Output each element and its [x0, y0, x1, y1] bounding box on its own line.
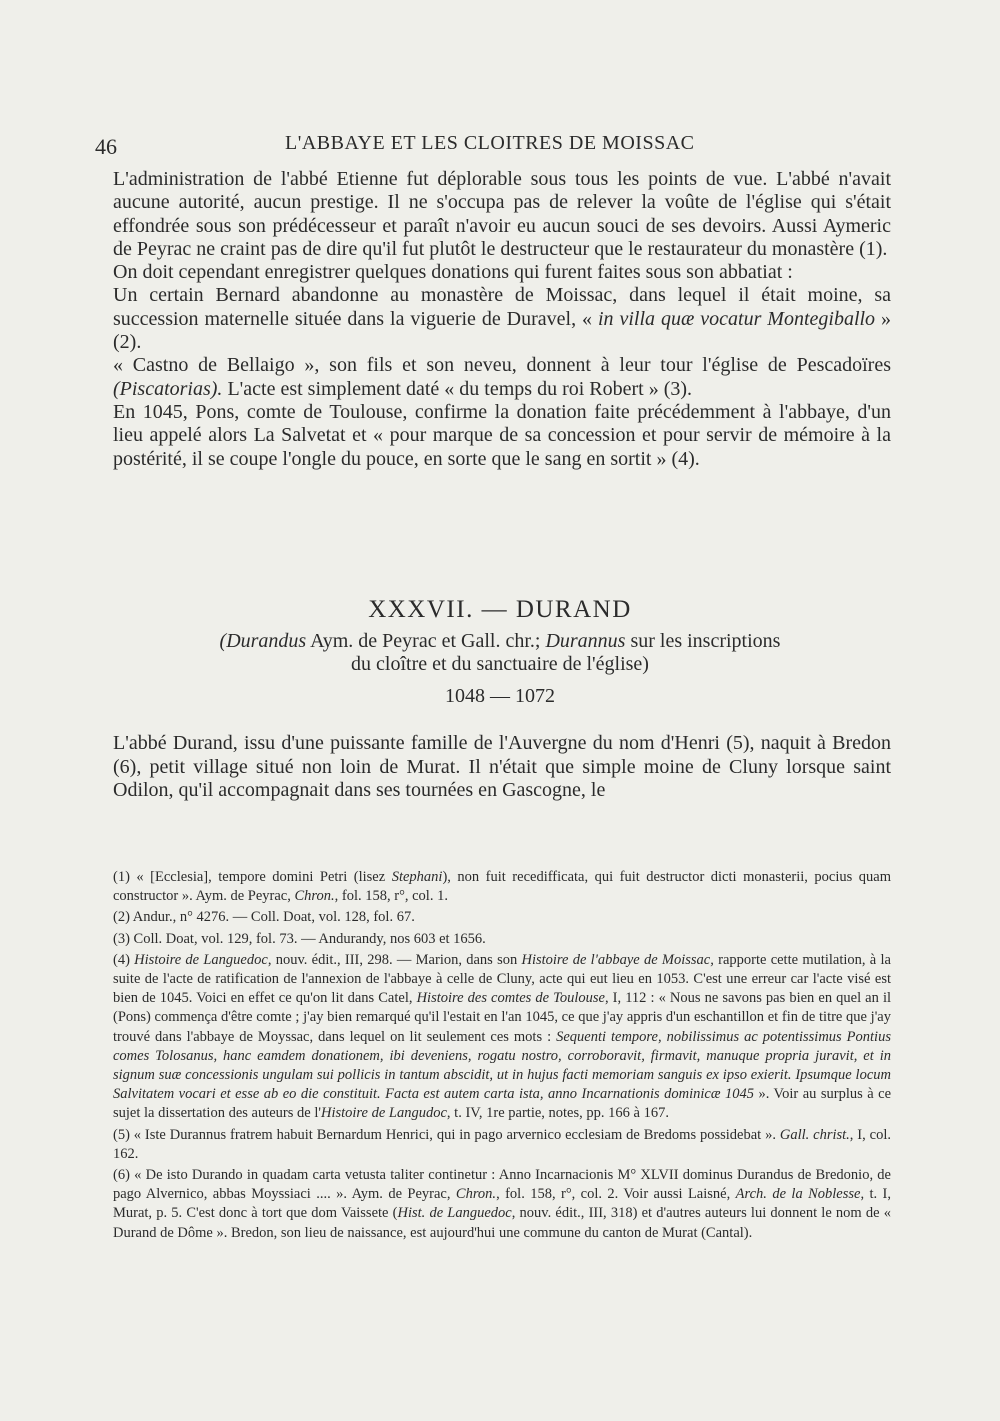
italic-text: Histoire des comtes de Toulouse — [416, 990, 605, 1007]
paragraph: On doit cependant enregistrer quelques donations qui furent faites sous son abbatiat : — [113, 261, 793, 284]
paragraph: En 1045, Pons, comte de Toulouse, confirme la donation faite précédemment à l'abbaye, d'un lieu appelé alors La Salvetat et « pour marque de sa concession et pour servir de mémoire à la postérité, il se coupe l'ongle du pouce, en sorte que le sang en sortit » (4). — [113, 400, 891, 470]
text-run: rapporte cette mutilation, à la suite de l'acte de ratification de l'annexion de l'abbaye à celle de Cluny, acte qui eut lieu en 1053. C'est une erreur car l'acte visé est bien de 1045. Voici en effet ce qu'on lit dans Catel, — [113, 951, 891, 1007]
text-run: ), non fuit recedifficata, qui fuit destructor dicti monasterii, pocius quam constructor ». Aym. de Peyrac, — [113, 869, 891, 905]
text-run: Un certain Bernard abandonne au monastère de Moissac, dans lequel il était moine, sa succession maternelle située dans la viguerie de Duravel, « — [113, 284, 891, 330]
text-run: sur les inscriptions — [625, 630, 781, 652]
italic-text: Durannus — [545, 630, 626, 652]
text-run: , t. IV, 1re partie, notes, pp. 166 à 167. — [446, 1105, 669, 1122]
text-run: , nouv. édit., III, 318) et d'autres auteurs lui donnent le nom de « Durand de Dôme ». Bredon, son lieu de naissance, est aujourd'hui une commune du canton de Murat (Cantal). — [113, 1205, 891, 1241]
text-run: , fol. 158, r°, col. 1. — [334, 888, 448, 905]
footnote-3: (3) Coll. Doat, vol. 129, fol. 73. — Andurandy, nos 603 et 1656. — [113, 930, 486, 947]
italic-text: in villa quæ vocatur Montegiballo — [597, 307, 876, 330]
text-run: « Castno de Bellaigo », son fils et son neveu, donnent à leur tour l'église de Pescadoïres — [113, 354, 891, 377]
footnote-6 — [113, 1166, 891, 1243]
footnote-5 — [113, 1126, 891, 1164]
chapter-subtitle — [150, 630, 850, 676]
italic-text: Stephani — [391, 869, 443, 885]
italic-text: Histoire de Langudoc — [320, 1105, 447, 1122]
text-run: Aym. de Peyrac et Gall. chr.; — [306, 630, 546, 652]
italic-text: Chron. — [294, 888, 335, 905]
body-text-section-1 — [113, 168, 891, 471]
footnote-2: (2) Andur., n° 4276. — Coll. Doat, vol. 128, fol. 67. — [113, 909, 415, 926]
text-run: ». Voir au surplus à ce sujet la dissertation des auteurs de l' — [113, 1086, 891, 1122]
text-run: » (2). — [113, 307, 892, 354]
italic-text: Gall. christ. — [779, 1126, 850, 1143]
chapter-dates: 1048 — 1072 — [445, 685, 555, 707]
text-run: (4) — [113, 951, 135, 968]
text-run: L'acte est simplement daté « du temps du roi Robert » (3). — [222, 377, 693, 400]
paragraph — [113, 284, 891, 354]
text-run: du cloître et du sanctuaire de l'église) — [351, 653, 649, 675]
italic-text: Hist. de Languedoc — [397, 1205, 512, 1222]
italic-text: Histoire de l'abbaye de Moissac, — [521, 951, 714, 968]
text-run: (5) « Iste Durannus fratrem habuit Bernardum Henrici, qui in pago arvernico ecclesiam de Bredoms possidebat ». — [113, 1126, 780, 1143]
italic-text: (Piscatorias). — [113, 377, 223, 400]
footnote-1 — [113, 868, 891, 906]
italic-text: Histoire de Languedoc — [134, 951, 268, 968]
italic-text: (Durandus — [219, 630, 307, 652]
text-run: , t. I, Murat, p. 5. C'est donc à tort que dom Vaissete ( — [113, 1186, 891, 1222]
text-run: , nouv. édit., III, 298. — Marion, dans son — [267, 951, 522, 968]
footnote-4 — [113, 951, 891, 1124]
page-number: 46 — [95, 134, 117, 159]
text-run: (1) « [Ecclesia], tempore domini Petri (lisez — [113, 869, 392, 885]
italic-text: Arch. de la Noblesse — [735, 1186, 861, 1203]
paragraph: L'abbé Durand, issu d'une puissante famille de l'Auvergne du nom d'Henri (5), naquit à Bredon (6), petit village situé non loin de Murat. Il n'était que simple moine de Cluny lorsque saint Odilon, qu'il accompagnait dans ses tournées en Gascogne, le — [113, 732, 891, 801]
chapter-title: XXXVII. — DURAND — [368, 596, 632, 623]
text-run: (6) « De isto Durando in quadam carta vetusta taliter continetur : Anno Incarnacionis M° XLVII dominus Durandus de Bredonio, de pago Alvernico, abbas Moyssiaci .... ». Aym. de Peyrac, — [113, 1167, 891, 1203]
footnotes — [113, 868, 891, 1245]
text-run: , I, 112 : « Nous ne savons pas bien en quel an il (Pons) commença d'être comte ; j'ay bien remarqué qu'il l'estait en l'an 1045, ce que j'ay appris d'un eschantillon et fin de titre que j'ay trouvé dans l'abbaye de Moyssac, dans lequel on lit seulement ces mots : — [113, 990, 891, 1045]
paragraph: L'administration de l'abbé Etienne fut déplorable sous tous les points de vue. L'abbé n'avait aucune autorité, aucun prestige. Il ne s'occupa pas de relever la voûte de l'église qui s'était effondrée sous son prédécesseur et paraît n'avoir eu aucun souci de ses devoirs. Aussi Aymeric de Peyrac ne craint pas de dire qu'il fut plutôt le destructeur que le restaurateur du monastère (1). — [113, 168, 891, 260]
paragraph — [113, 354, 891, 401]
body-text-section-2 — [113, 732, 891, 803]
italic-text: Chron. — [455, 1186, 497, 1203]
running-title: L'ABBAYE ET LES CLOITRES DE MOISSAC — [285, 132, 695, 154]
page-header — [95, 128, 895, 158]
italic-text: Sequenti tempore, nobilissimus ac potentissimus Pontius comes Tolosanus, hanc eamdem donationem, ibi deveniens, rogatu nostro, corroboravit, firmavit, manuque propria juravit, et in signum suæ concessionis ungulam sui pollicis in tantum abscidit, ut in hujus facti memoriam sanguis ex ipso exierit. Ipsumque locum Salvitatem vocari et esse ab eo die constituit. Facta est autem carta ista, anno Incarnationis dominicæ 1045 — [113, 1028, 891, 1103]
text-run: , fol. 158, r°, col. 2. Voir aussi Laisné, — [496, 1186, 736, 1203]
text-run: , I, col. 162. — [113, 1126, 891, 1162]
